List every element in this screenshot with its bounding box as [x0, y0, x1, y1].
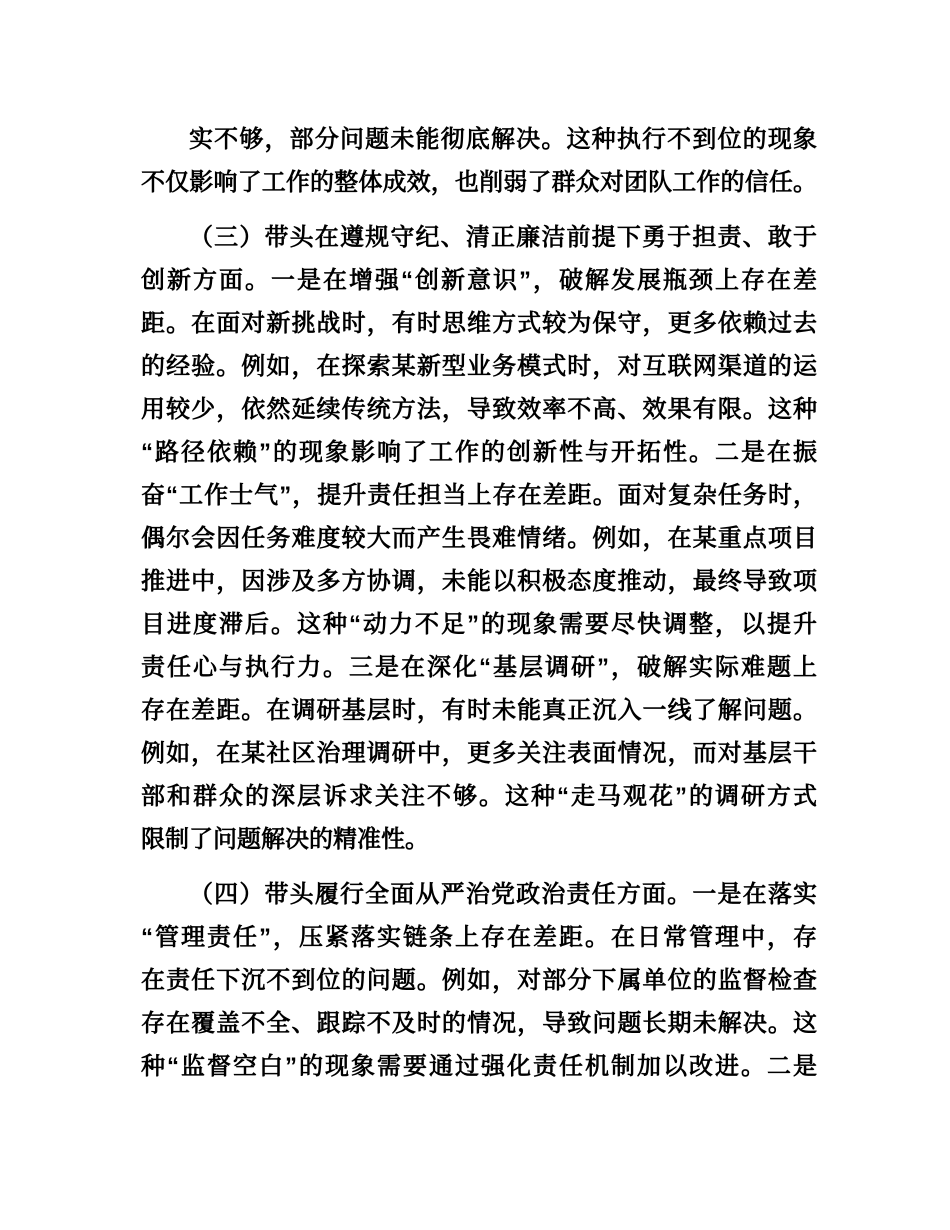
text-line: 偶尔会因任务难度较大而产生畏难情绪。例如，在某重点项目	[141, 525, 817, 552]
text-line: 不仅影响了工作的整体成效，也削弱了群众对团队工作的信任。	[141, 169, 817, 196]
text-line: 例如，在某社区治理调研中，更多关注表面情况，而对基层干	[141, 740, 817, 767]
text-line: 在责任下沉不到位的问题。例如，对部分下属单位的监督检查	[141, 967, 817, 994]
text-line: 创新方面。一是在增强“创新意识”，破解发展瓶颈上存在差	[141, 267, 817, 294]
text-line: 的经验。例如，在探索某新型业务模式时，对互联网渠道的运	[141, 353, 817, 380]
text-line: “管理责任”，压紧落实链条上存在差距。在日常管理中，存	[141, 924, 817, 951]
text-line: 实不够，部分问题未能彻底解决。这种执行不到位的现象	[189, 126, 817, 153]
text-line: “路径依赖”的现象影响了工作的创新性与开拓性。二是在振	[141, 439, 817, 466]
text-line: 距。在面对新挑战时，有时思维方式较为保守，更多依赖过去	[141, 310, 817, 337]
text-line: 目进度滞后。这种“动力不足”的现象需要尽快调整，以提升	[141, 611, 817, 638]
text-line: 推进中，因涉及多方协调，未能以积极态度推动，最终导致项	[141, 568, 817, 595]
text-line: 存在差距。在调研基层时，有时未能真正沉入一线了解问题。	[141, 697, 817, 724]
paragraph-section-four	[141, 873, 817, 1088]
text-line: 限制了问题解决的精准性。	[141, 826, 429, 853]
text-line: （四）带头履行全面从严治党政治责任方面。一是在落实	[189, 881, 817, 908]
paragraph-section-three	[141, 216, 817, 861]
text-line: （三）带头在遵规守纪、清正廉洁前提下勇于担责、敢于	[189, 224, 817, 251]
paragraph-continuation	[141, 118, 817, 204]
text-line: 部和群众的深层诉求关注不够。这种“走马观花”的调研方式	[141, 783, 817, 810]
text-line: 奋“工作士气”，提升责任担当上存在差距。面对复杂任务时，	[141, 482, 817, 509]
text-line: 存在覆盖不全、跟踪不及时的情况，导致问题长期未解决。这	[141, 1010, 817, 1037]
text-line: 种“监督空白”的现象需要通过强化责任机制加以改进。二是	[141, 1053, 817, 1080]
text-line: 责任心与执行力。三是在深化“基层调研”，破解实际难题上	[141, 654, 817, 681]
text-line: 用较少，依然延续传统方法，导致效率不高、效果有限。这种	[141, 396, 817, 423]
